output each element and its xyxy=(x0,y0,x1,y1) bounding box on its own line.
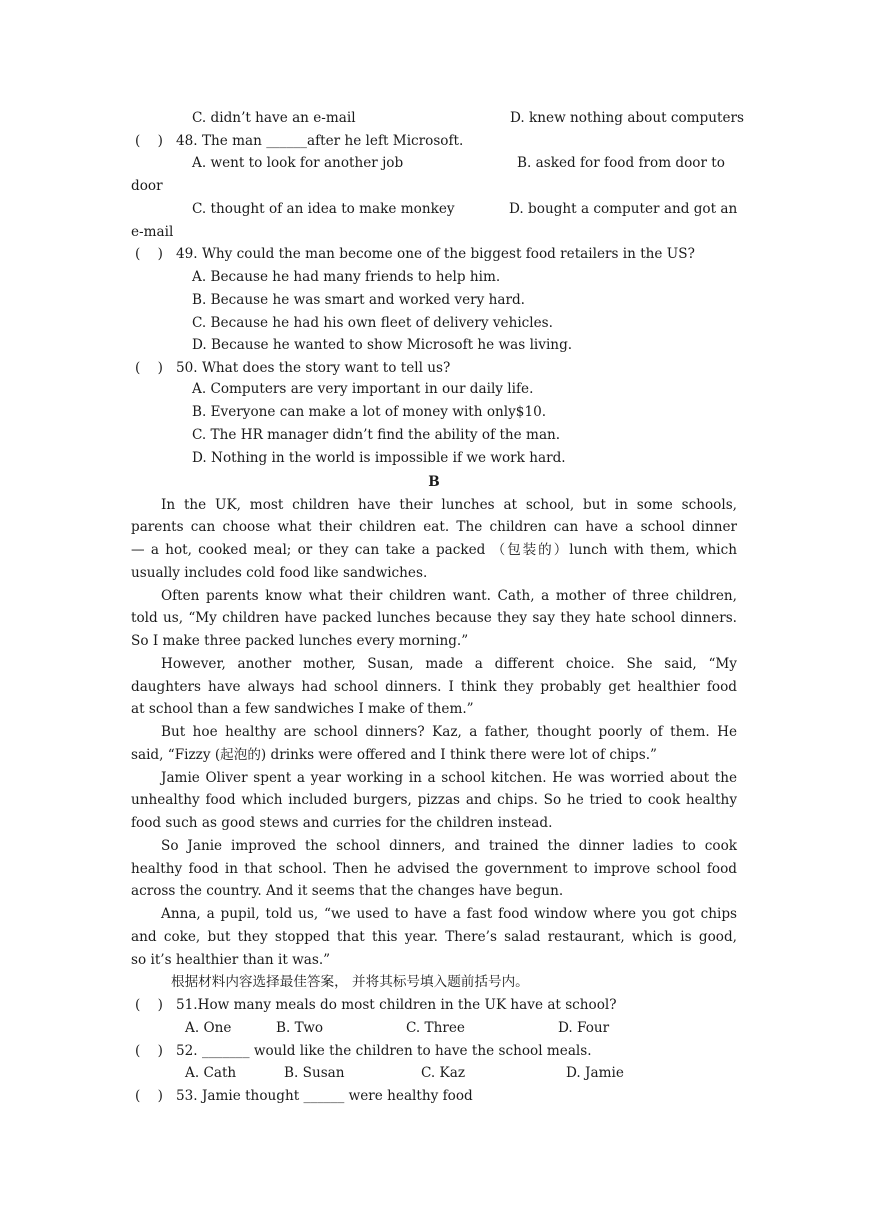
q51-option-d: D. Four xyxy=(558,1020,610,1036)
passage-line: So Janie improved the school dinners, and trained the dinner ladies to cook xyxy=(161,838,737,854)
passage-line: healthy food in that school. Then he advised the government to improve school food xyxy=(131,861,737,877)
q49-option-a: A. Because he had many friends to help him. xyxy=(192,269,501,285)
q50-option-c: C. The HR manager didn’t find the ability of the man. xyxy=(192,427,561,443)
q51-option-c: C. Three xyxy=(406,1020,465,1036)
q48-option-c: C. thought of an idea to make monkey xyxy=(192,201,455,217)
passage-line: so it’s healthier than it was.” xyxy=(131,952,331,968)
q52-option-c: C. Kaz xyxy=(421,1065,465,1081)
q51-stem: 51.How many meals do most children in the UK have at school? xyxy=(176,997,617,1013)
passage-line: However, another mother, Susan, made a different choice. She said, “My xyxy=(161,656,737,672)
passage-line: food such as good stews and curries for the children instead. xyxy=(131,815,553,831)
q48-option-b-continued: door xyxy=(131,178,163,194)
q51-option-a: A. One xyxy=(185,1020,232,1036)
q52-option-d: D. Jamie xyxy=(566,1065,624,1081)
passage-line: across the country. And it seems that the changes have begun. xyxy=(131,883,564,899)
passage-line: unhealthy food which included burgers, pizzas and chips. So he tried to cook healthy xyxy=(131,792,737,808)
passage-line: usually includes cold food like sandwiches. xyxy=(131,565,428,581)
q49-answer-bracket[interactable]: ( ) xyxy=(135,246,163,262)
passage-line: daughters have always had school dinners. I think they probably get healthier food xyxy=(131,679,737,695)
q49-option-c: C. Because he had his own fleet of delivery vehicles. xyxy=(192,315,553,331)
q48-option-b: B. asked for food from door to xyxy=(517,155,725,171)
q52-answer-bracket[interactable]: ( ) xyxy=(135,1043,163,1059)
passage-line: Anna, a pupil, told us, “we used to have a fast food window where you got chips xyxy=(161,906,737,922)
q51-option-b: B. Two xyxy=(276,1020,324,1036)
passage-line: — a hot, cooked meal; or they can take a packed （包装的）lunch with them, which xyxy=(131,542,737,558)
q48-answer-bracket[interactable]: ( ) xyxy=(135,133,163,149)
q50-option-b: B. Everyone can make a lot of money with only$10. xyxy=(192,404,547,420)
q51-answer-bracket[interactable]: ( ) xyxy=(135,997,163,1013)
q49-option-d: D. Because he wanted to show Microsoft he was living. xyxy=(192,337,573,353)
passage-line: But hoe healthy are school dinners? Kaz, a father, thought poorly of them. He xyxy=(161,724,737,740)
passage-line: Often parents know what their children want. Cath, a mother of three children, xyxy=(161,588,737,604)
q50-stem: 50. What does the story want to tell us? xyxy=(176,360,451,376)
q50-answer-bracket[interactable]: ( ) xyxy=(135,360,163,376)
passage-line: at school than a few sandwiches I make of them.” xyxy=(131,701,474,717)
q48-option-d: D. bought a computer and got an xyxy=(509,201,738,217)
passage-line: parents can choose what their children eat. The children can have a school dinner xyxy=(131,519,737,535)
q47-option-d: D. knew nothing about computers xyxy=(510,110,744,126)
q53-stem: 53. Jamie thought ______ were healthy food xyxy=(176,1088,473,1104)
q47-option-c: C. didn’t have an e-mail xyxy=(192,110,356,126)
q48-stem: 48. The man ______after he left Microsoft. xyxy=(176,133,464,149)
q49-stem: 49. Why could the man become one of the biggest food retailers in the US? xyxy=(176,246,695,262)
passage-line: and coke, but they stopped that this year. There’s salad restaurant, which is good, xyxy=(131,929,737,945)
q48-option-d-continued: e-mail xyxy=(131,224,174,240)
q52-option-b: B. Susan xyxy=(284,1065,345,1081)
section-b-heading: B xyxy=(428,474,440,490)
q49-option-b: B. Because he was smart and worked very hard. xyxy=(192,292,526,308)
q52-stem: 52. _______ would like the children to have the school meals. xyxy=(176,1043,592,1059)
q52-option-a: A. Cath xyxy=(185,1065,237,1081)
q53-answer-bracket[interactable]: ( ) xyxy=(135,1088,163,1104)
instruction-text: 根据材料内容选择最佳答案， 并将其标号填入题前括号内。 xyxy=(171,974,529,990)
passage-line: told us, “My children have packed lunches because they say they hate school dinners. xyxy=(131,610,737,626)
q48-option-a: A. went to look for another job xyxy=(192,155,404,171)
q50-option-d: D. Nothing in the world is impossible if we work hard. xyxy=(192,450,566,466)
q50-option-a: A. Computers are very important in our daily life. xyxy=(192,381,534,397)
passage-line: said, “Fizzy (起泡的) drinks were offered and I think there were lot of chips.” xyxy=(131,747,658,763)
passage-line: So I make three packed lunches every morning.” xyxy=(131,633,469,649)
passage-line: In the UK, most children have their lunches at school, but in some schools, xyxy=(161,497,737,513)
passage-line: Jamie Oliver spent a year working in a school kitchen. He was worried about the xyxy=(161,770,737,786)
